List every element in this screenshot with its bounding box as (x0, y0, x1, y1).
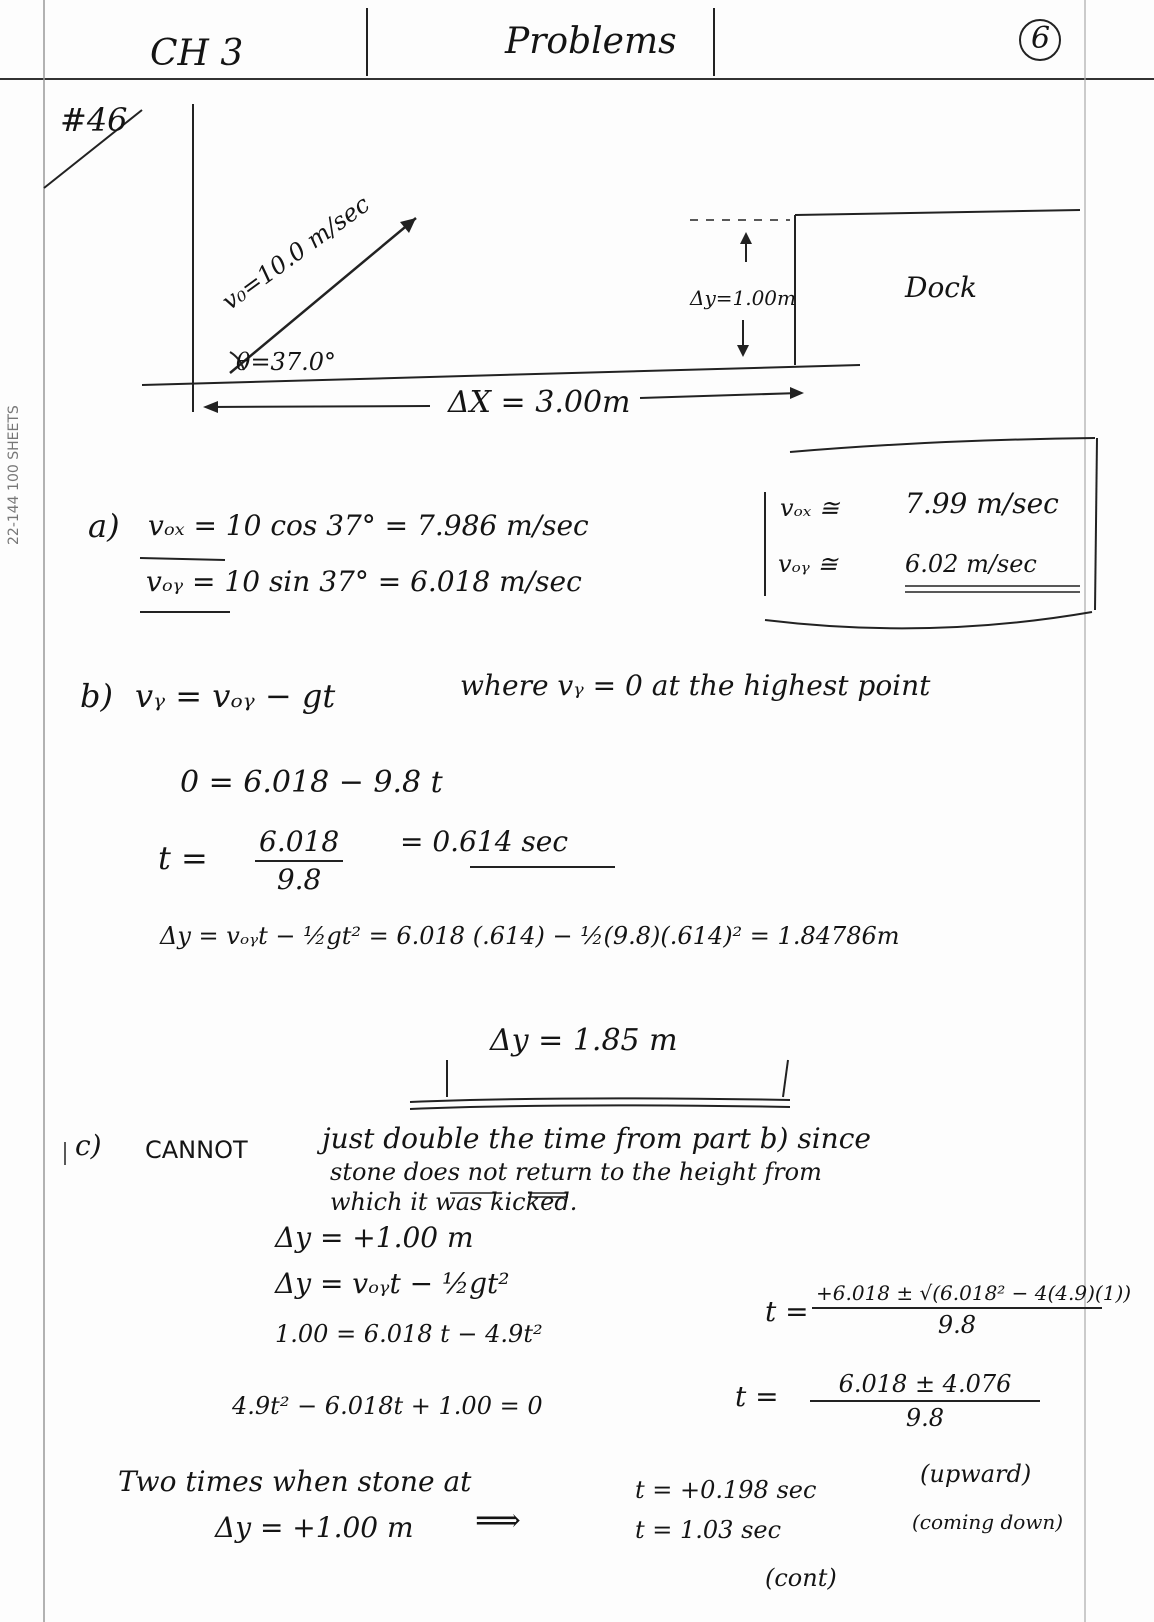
quadratic-simplified-lhs: t = (735, 1380, 779, 1413)
part-c-cannot: CANNOT (145, 1136, 248, 1164)
quadratic-simplified-numerator: 6.018 ± 4.076 (810, 1372, 1040, 1402)
part-c-label: c) (75, 1129, 102, 1162)
answer-vy-label: vₒᵧ ≅ (778, 550, 838, 578)
part-b-label: b) (80, 677, 113, 715)
part-c-dy-given: Δy = +1.00 m (275, 1221, 474, 1254)
dx-arrow-left (207, 406, 430, 407)
part-b-zero-equation: 0 = 6.018 − 9.8 t (180, 765, 443, 800)
quadratic-formula-numerator: +6.018 ± √(6.018² − 4(4.9)(1)) (812, 1283, 1102, 1309)
answer-box-bottom (765, 612, 1092, 628)
part-b-t-result: = 0.614 sec (400, 825, 569, 858)
time-coming-down: t = 1.03 sec (635, 1516, 782, 1544)
horizontal-distance-label: ΔX = 3.00m (448, 385, 631, 420)
answer-box-right (1095, 438, 1097, 610)
launch-angle-label: θ=37.0° (236, 348, 336, 376)
part-b-note: where vᵧ = 0 at the highest point (460, 669, 931, 702)
answer-box-top (790, 438, 1095, 452)
dy-result-bar-right (783, 1060, 788, 1097)
dy-result-underline-2 (410, 1105, 790, 1109)
paper-margin-label: 22-144 100 SHEETS (6, 405, 22, 545)
time-coming-down-note: (coming down) (912, 1510, 1064, 1534)
two-times-text: Two times when stone at (118, 1465, 472, 1498)
part-a-vy-equation: vₒᵧ = 10 sin 37° = 6.018 m/sec (146, 565, 582, 598)
part-b-vy-equation: vᵧ = vₒᵧ − gt (135, 677, 336, 715)
part-b-dy-equation: Δy = vₒᵧt − ½gt² = 6.018 (.614) − ½(9.8)(.614)² = 1.84786m (160, 922, 900, 950)
part-b-t-numerator: 6.018 (255, 828, 343, 862)
part-b-t-denominator: 9.8 (276, 863, 322, 896)
dx-arrow-right (640, 393, 800, 398)
answer-vy-value: 6.02 m/sec (905, 550, 1037, 578)
time-upward-note: (upward) (920, 1460, 1032, 1488)
part-c-text-line-1: just double the time from part b) since (322, 1122, 871, 1155)
part-a-label: a) (88, 507, 120, 545)
quadratic-simplified-denominator: 9.8 (905, 1404, 945, 1432)
vox-underline (140, 558, 225, 560)
part-b-t-fraction (255, 825, 343, 896)
chapter-title: CH 3 (150, 33, 244, 74)
answer-vx-label: vₒₓ ≅ (780, 494, 840, 522)
page-number: 6 (1031, 21, 1051, 56)
quadratic-formula-fraction (812, 1281, 1132, 1339)
implies-arrow: ⟹ (475, 1501, 521, 1539)
part-c-quadratic: 4.9t² − 6.018t + 1.00 = 0 (232, 1392, 543, 1420)
part-c-text-line-2: stone does not return to the height from (330, 1158, 822, 1186)
part-c-dy-equation: Δy = vₒᵧt − ½gt² (275, 1267, 510, 1300)
part-b-t-lhs: t = (158, 839, 208, 877)
quadratic-formula-lhs: t = (765, 1295, 809, 1328)
quadratic-simplified-fraction (810, 1372, 1040, 1430)
part-b-dy-result: Δy = 1.85 m (490, 1023, 678, 1058)
dy-result-underline-1 (410, 1098, 790, 1102)
continued-note: (cont) (765, 1564, 837, 1592)
time-upward: t = +0.198 sec (635, 1476, 817, 1504)
initial-velocity-label: v₀=10.0 m/sec (216, 190, 375, 316)
dock-top (795, 210, 1080, 215)
answer-vx-value: 7.99 m/sec (905, 487, 1059, 520)
part-c-substituted-equation: 1.00 = 6.018 t − 4.9t² (275, 1320, 543, 1348)
two-times-dy: Δy = +1.00 m (215, 1511, 414, 1544)
section-title: Problems (505, 21, 677, 62)
quadratic-formula-denominator: 9.8 (937, 1311, 977, 1339)
part-c-text-line-3: which it was kicked. (330, 1188, 578, 1216)
problem-number: #46 (60, 101, 128, 139)
part-a-vx-equation: vₒₓ = 10 cos 37° = 7.986 m/sec (148, 509, 589, 542)
dock-height-label: Δy=1.00m (690, 286, 796, 310)
dock-label: Dock (905, 271, 977, 304)
